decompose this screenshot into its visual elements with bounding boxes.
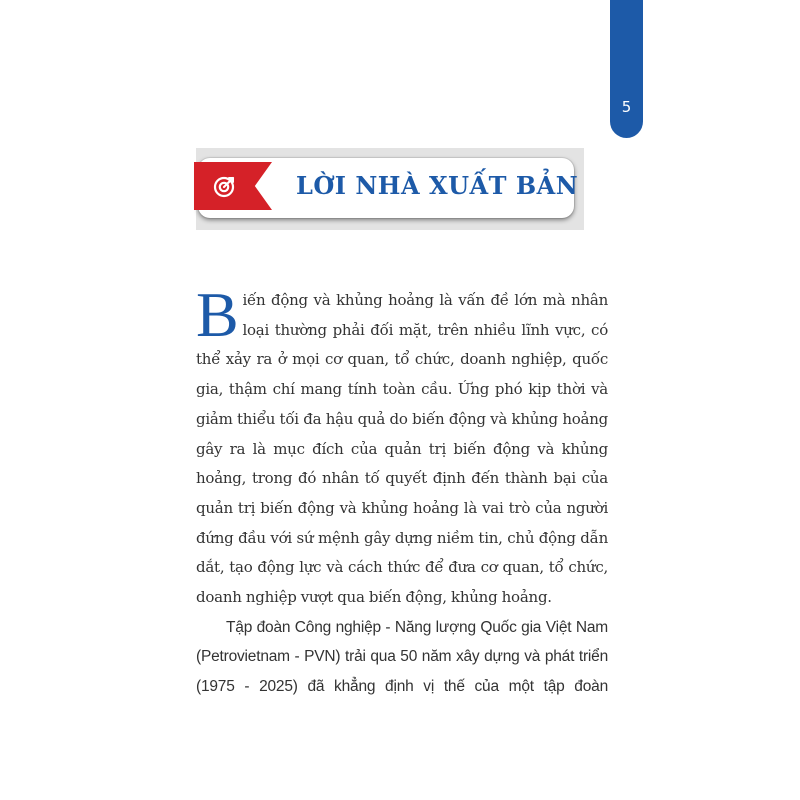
- drop-cap: B: [196, 279, 239, 350]
- page-title: LỜI NHÀ XUẤT BẢN: [296, 171, 579, 200]
- page-number: 5: [621, 98, 632, 116]
- body-text: [196, 279, 608, 702]
- paragraph-2: Tập đoàn Công nghiệp - Năng lượng Quốc gia Việt Nam (Petrovietnam - PVN) trải qua 50 năm xây dựng và phát triển (1975 - 2025) đã khẳng định vị thế của một tập đoàn: [196, 618, 608, 696]
- paragraph-1: [196, 279, 608, 613]
- target-icon: [213, 174, 237, 198]
- page-number-tab: [610, 0, 643, 138]
- paragraph-1-text: iến động và khủng hoảng là vấn đề lớn mà nhân loại thường phải đối mặt, trên nhiều lĩnh vực, có thể xảy ra ở mọi cơ quan, tổ chức, doanh nghiệp, quốc gia, thậm chí mang tính toàn cầu. Ứng phó kịp thời và giảm thiểu tối đa hậu quả do biến động và khủng hoảng gây ra là mục đích của quản trị biến động và khủng hoảng, trong đó nhân tố quyết định đến thành bại của quản trị biến động và khủng hoảng là vai trò của người đứng đầu với sứ mệnh gây dựng niềm tin, chủ động dẫn dắt, tạo động lực và cách thức để đưa cơ quan, tổ chức, doanh nghiệp vượt qua biến động, khủng hoảng.: [196, 291, 608, 607]
